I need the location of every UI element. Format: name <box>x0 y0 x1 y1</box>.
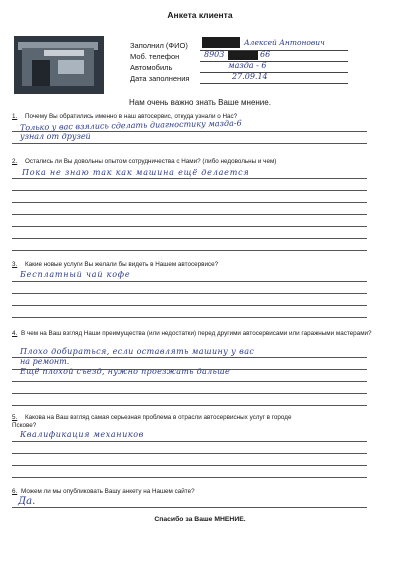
redaction-bar <box>202 37 240 48</box>
date-line <box>200 83 348 84</box>
answer-line <box>12 393 367 394</box>
answer-line <box>12 293 367 294</box>
answer-4-line-3: Ещё плохой съезд, нужно проезжать дальше <box>20 367 231 376</box>
answer-line <box>12 507 367 508</box>
date-value: 27.09.14 <box>232 72 268 81</box>
answer-line <box>12 369 367 370</box>
question-2-number: 2. <box>12 158 18 165</box>
question-5-text: Какова на Ваш взгляд самая серьезная проблема в отрасли автосервисных услуг в городе Пскове? <box>12 414 292 429</box>
question-5-number: 5. <box>12 414 18 421</box>
answer-line <box>12 357 367 358</box>
question-1-number: 1. <box>12 113 18 120</box>
name-value: Алексей Антонович <box>244 38 325 47</box>
car-line <box>200 72 348 73</box>
answer-line <box>12 190 367 191</box>
phone-redaction-bar <box>228 51 258 60</box>
question-4-number: 4. <box>12 330 18 337</box>
answer-line <box>12 178 367 179</box>
answer-line <box>12 441 367 442</box>
service-building-photo <box>14 36 104 94</box>
answer-line <box>12 453 367 454</box>
date-label: Дата заполнения <box>130 74 190 83</box>
name-label: Заполнил (ФИО) <box>130 41 188 50</box>
car-label: Автомобиль <box>130 63 173 72</box>
car-value: мазда - 6 <box>228 61 267 70</box>
question-4-text: В чем на Ваш взгляд Наши преимущества (или недостатки) перед другими автосервисами или гаражными мастерами? <box>21 330 372 337</box>
answer-line <box>12 143 367 144</box>
form-title: Анкета клиента <box>167 10 233 20</box>
phone-value-start: 8903 <box>204 50 225 59</box>
phone-line <box>200 61 348 62</box>
question-1-text: Почему Вы обратились именно в наш автосервис, откуда узнали о Нас? <box>25 113 238 120</box>
answer-line <box>12 465 367 466</box>
question-6 <box>12 488 372 496</box>
answer-6-line-1: Да. <box>18 496 36 507</box>
answer-line <box>12 477 367 478</box>
answer-4-line-1: Плохо добираться, если оставлять машину у вас <box>20 347 255 356</box>
thanks-note: Спасибо за Ваше МНЕНИЕ. <box>154 516 246 523</box>
answer-line <box>12 281 367 282</box>
answer-line <box>12 317 367 318</box>
answer-line <box>12 405 367 406</box>
answer-line <box>12 250 367 251</box>
answer-line <box>12 238 367 239</box>
answer-line <box>12 226 367 227</box>
phone-value-end: 66 <box>260 50 271 59</box>
answer-line <box>12 202 367 203</box>
answer-line <box>12 214 367 215</box>
question-6-text: Можем ли мы опубликовать Вашу анкету на Нашем сайте? <box>21 488 195 495</box>
question-2 <box>12 158 372 166</box>
phone-label: Моб. телефон <box>130 52 180 61</box>
answer-line <box>12 305 367 306</box>
answer-2-line-1: Пока не знаю так как машина ещё делается <box>22 168 250 177</box>
form-subtitle: Нам очень важно знать Ваше мнение. <box>129 98 271 107</box>
question-3 <box>12 261 372 269</box>
answer-4-line-2: на ремонт. <box>20 357 70 366</box>
question-4 <box>12 330 384 338</box>
question-3-number: 3. <box>12 261 18 268</box>
answer-line <box>12 131 367 132</box>
answer-line <box>12 381 367 382</box>
answer-3-line-1: Бесплатный чай кофе <box>20 270 131 279</box>
question-2-text: Остались ли Вы довольны опытом сотрудничества с Нами? (либо недовольны и чем) <box>25 158 277 165</box>
answer-5-line-1: Квалификация механиков <box>20 430 144 439</box>
question-5 <box>12 414 312 430</box>
answer-1-line-1: Только у вас взялись сделать диагностику мазда-6 <box>19 118 242 133</box>
question-6-number: 6. <box>12 488 18 495</box>
question-3-text: Какие новые услуги Вы желали бы видеть в Нашем автосервисе? <box>25 261 219 268</box>
answer-1-line-2: узнал от друзей <box>20 132 91 141</box>
